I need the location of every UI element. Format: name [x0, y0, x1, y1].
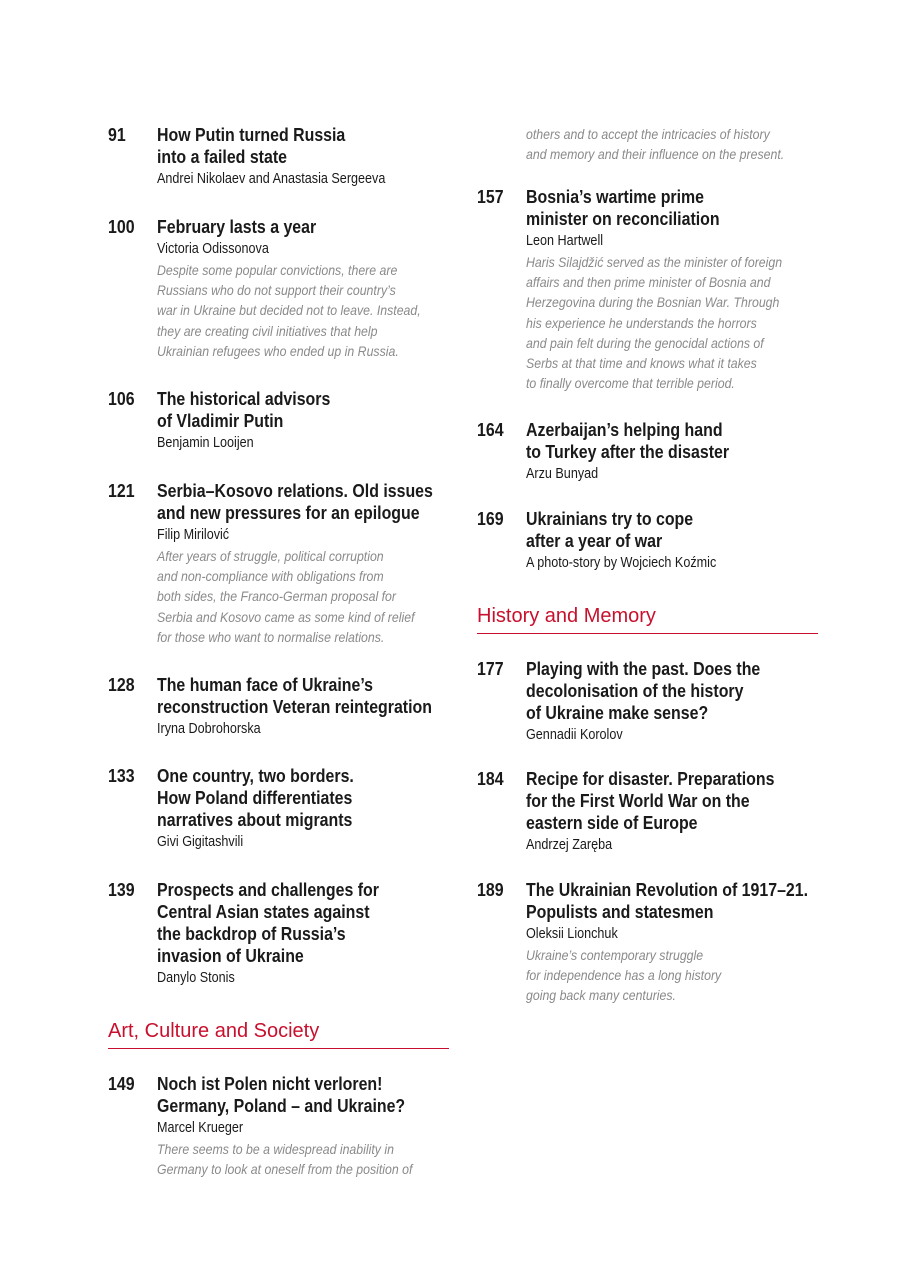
section-title: Art, Culture and Society — [108, 1020, 320, 1042]
article-title: The Ukrainian Revolution of 1917–21. Populists and statesmen — [526, 879, 809, 922]
page-number: 106 — [108, 388, 135, 409]
page-number: 128 — [108, 674, 135, 695]
article-description: Despite some popular convictions, there are Russians who do not support their country’s war in Ukraine but decided not to leave. Instead, they are creating civil initiatives that help Ukrainian refugees who ended up in Russia. — [157, 262, 421, 359]
article-author: Gennadii Korolov — [526, 726, 623, 743]
page-number: 184 — [477, 768, 504, 789]
article-title: Playing with the past. Does the decolonisation of the history of Ukraine make sense? — [526, 658, 761, 723]
article-title: Prospects and challenges for Central Asian states against the backdrop of Russia’s invasion of Ukraine — [157, 879, 379, 966]
section-title: History and Memory — [477, 605, 656, 627]
page-number: 157 — [477, 186, 504, 207]
article-title: Bosnia’s wartime prime minister on reconciliation — [526, 186, 720, 229]
section-heading-history-memory — [477, 603, 818, 634]
article-author: Marcel Krueger — [157, 1119, 244, 1136]
page-number: 91 — [108, 124, 126, 145]
article-author: Leon Hartwell — [526, 232, 604, 249]
article-title: Ukrainians try to cope after a year of war — [526, 508, 694, 551]
article-author: Arzu Bunyad — [526, 465, 599, 482]
article-title: How Putin turned Russia into a failed state — [157, 124, 346, 167]
article-title: One country, two borders. How Poland differentiates narratives about migrants — [157, 765, 354, 830]
article-description: After years of struggle, political corruption and non-compliance with obligations from both sides, the Franco-German proposal for Serbia and Kosovo came as some kind of relief for those who want to normalise relations. — [157, 548, 415, 645]
article-description: There seems to be a widespread inability in Germany to look at oneself from the position of — [157, 1141, 413, 1178]
page-number: 121 — [108, 480, 135, 501]
article-author: Oleksii Lionchuk — [526, 925, 618, 942]
article-author: Andrzej Zaręba — [526, 836, 613, 853]
article-title: February lasts a year — [157, 216, 317, 237]
article-author: Givi Gigitashvili — [157, 833, 244, 850]
article-title: The human face of Ukraine’s reconstruction Veteran reintegration — [157, 674, 432, 717]
article-author: Victoria Odissonova — [157, 240, 269, 257]
article-description: Haris Silajdžić served as the minister of foreign affairs and then prime minister of Bosnia and Herzegovina during the Bosnian War. Through his experience he understands the horrors and pain felt during the genocidal actions of Serbs at that time and knows what it takes to finally overcome that terrible period. — [526, 254, 783, 392]
page-number: 169 — [477, 508, 504, 529]
page-number: 177 — [477, 658, 504, 679]
page-number: 100 — [108, 216, 135, 237]
article-description: others and to accept the intricacies of history and memory and their influence on the present. — [526, 126, 785, 163]
article-title: Azerbaijan’s helping hand to Turkey after the disaster — [526, 419, 730, 462]
page-number: 139 — [108, 879, 135, 900]
page-number: 149 — [108, 1073, 135, 1094]
article-author: Iryna Dobrohorska — [157, 720, 261, 737]
article-author: Filip Mirilović — [157, 526, 230, 543]
article-author: Andrei Nikolaev and Anastasia Sergeeva — [157, 170, 386, 187]
article-description: Ukraine’s contemporary struggle for independence has a long history going back many centuries. — [526, 947, 722, 1004]
article-title: Noch ist Polen nicht verloren! Germany, Poland – and Ukraine? — [157, 1073, 406, 1116]
page-number: 133 — [108, 765, 135, 786]
article-title: Recipe for disaster. Preparations for the First World War on the eastern side of Europe — [526, 768, 775, 833]
article-title: The historical advisors of Vladimir Putin — [157, 388, 331, 431]
article-author: A photo-story by Wojciech Koźmic — [526, 554, 717, 571]
section-heading-art-culture-society — [108, 1018, 449, 1049]
article-title: Serbia–Kosovo relations. Old issues and new pressures for an epilogue — [157, 480, 433, 523]
page-number: 189 — [477, 879, 504, 900]
article-author: Benjamin Looijen — [157, 434, 254, 451]
page-number: 164 — [477, 419, 504, 440]
article-author: Danylo Stonis — [157, 969, 235, 986]
